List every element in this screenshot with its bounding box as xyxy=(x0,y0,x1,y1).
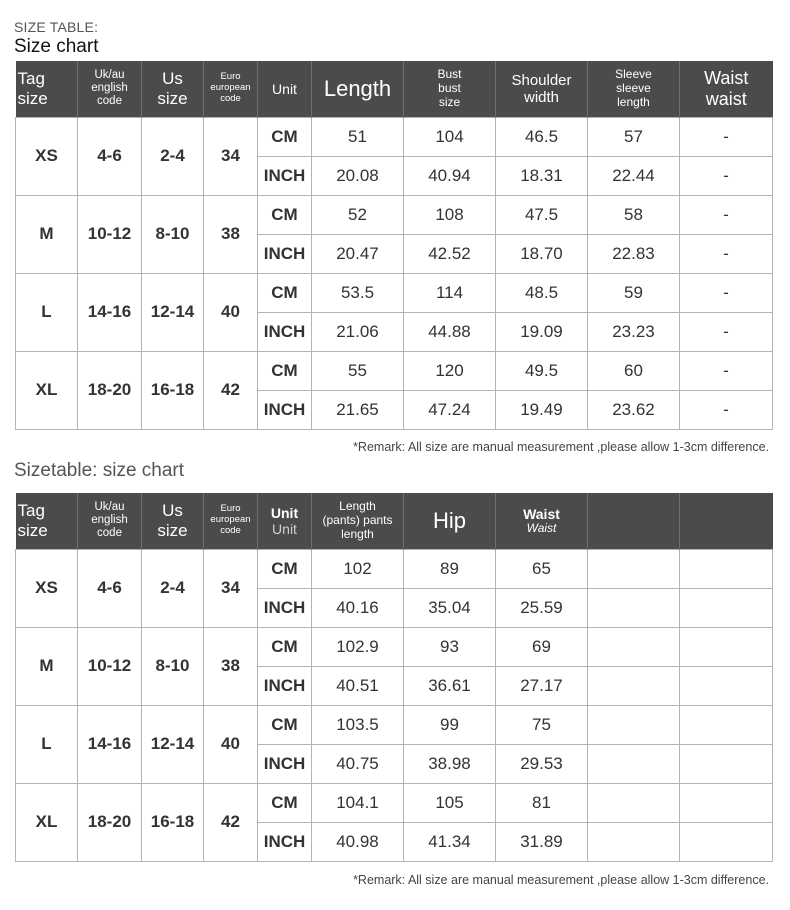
tag-size-cell: M xyxy=(16,195,78,273)
header-tag-size: Tag size xyxy=(16,493,78,549)
value-cell: 44.88 xyxy=(404,312,496,351)
empty-cell xyxy=(680,666,773,705)
value-cell: 40.98 xyxy=(312,822,404,861)
value-cell: 48.5 xyxy=(496,273,588,312)
value-cell: 53.5 xyxy=(312,273,404,312)
header-unit-main: Unit xyxy=(270,504,299,521)
value-cell: 19.49 xyxy=(496,390,588,429)
header-uk-au-code: Uk/au english code xyxy=(78,61,142,117)
value-cell: 58 xyxy=(588,195,680,234)
value-cell: 102.9 xyxy=(312,627,404,666)
value-cell: 105 xyxy=(404,783,496,822)
value-cell: 21.65 xyxy=(312,390,404,429)
empty-cell xyxy=(680,822,773,861)
euro-code-cell: 34 xyxy=(204,117,258,195)
table-row xyxy=(16,783,773,822)
value-cell: 42.52 xyxy=(404,234,496,273)
unit-cell: CM xyxy=(258,783,312,822)
value-cell: 52 xyxy=(312,195,404,234)
tag-size-cell: XL xyxy=(16,783,78,861)
tag-size-cell: XL xyxy=(16,351,78,429)
unit-cell: INCH xyxy=(258,156,312,195)
header-tag-size: Tag size xyxy=(16,61,78,117)
uk-code-cell: 14-16 xyxy=(78,705,142,783)
us-size-cell: 2-4 xyxy=(142,549,204,627)
tag-size-cell: XS xyxy=(16,549,78,627)
value-cell: 75 xyxy=(496,705,588,744)
header-us-size: Us size xyxy=(142,61,204,117)
value-cell: 51 xyxy=(312,117,404,156)
uk-code-cell: 10-12 xyxy=(78,627,142,705)
value-cell: 19.09 xyxy=(496,312,588,351)
unit-cell: CM xyxy=(258,195,312,234)
value-cell: 36.61 xyxy=(404,666,496,705)
value-cell: 114 xyxy=(404,273,496,312)
value-cell: 57 xyxy=(588,117,680,156)
header-waist-main: Waist xyxy=(523,505,560,522)
size-table-subtitle: SIZE TABLE: xyxy=(14,19,99,35)
us-size-cell: 12-14 xyxy=(142,273,204,351)
unit-cell: CM xyxy=(258,705,312,744)
header-hip: Hip xyxy=(404,493,496,549)
value-cell: 104 xyxy=(404,117,496,156)
euro-code-cell: 40 xyxy=(204,705,258,783)
empty-cell xyxy=(588,783,680,822)
tag-size-cell: L xyxy=(16,273,78,351)
empty-cell xyxy=(680,627,773,666)
header-empty-1 xyxy=(588,493,680,549)
us-size-cell: 16-18 xyxy=(142,351,204,429)
value-cell: 81 xyxy=(496,783,588,822)
euro-code-cell: 38 xyxy=(204,195,258,273)
unit-cell: CM xyxy=(258,273,312,312)
header-euro-code: Euro european code xyxy=(204,61,258,117)
unit-cell: INCH xyxy=(258,390,312,429)
value-cell: 40.51 xyxy=(312,666,404,705)
value-cell: 60 xyxy=(588,351,680,390)
euro-code-cell: 42 xyxy=(204,783,258,861)
empty-cell xyxy=(680,744,773,783)
header-us-size: Us size xyxy=(142,493,204,549)
header-waist: Waist waist xyxy=(680,61,773,117)
value-cell: 40.94 xyxy=(404,156,496,195)
tag-size-cell: M xyxy=(16,627,78,705)
value-cell: 89 xyxy=(404,549,496,588)
table-row xyxy=(16,273,773,312)
table-row xyxy=(16,705,773,744)
value-cell: - xyxy=(680,273,773,312)
value-cell: 22.83 xyxy=(588,234,680,273)
value-cell: 55 xyxy=(312,351,404,390)
table-row xyxy=(16,195,773,234)
header-waist xyxy=(496,493,588,549)
unit-cell: CM xyxy=(258,351,312,390)
value-cell: 20.47 xyxy=(312,234,404,273)
empty-cell xyxy=(680,705,773,744)
us-size-cell: 12-14 xyxy=(142,705,204,783)
value-cell: 23.23 xyxy=(588,312,680,351)
value-cell: - xyxy=(680,351,773,390)
unit-cell: INCH xyxy=(258,666,312,705)
uk-code-cell: 18-20 xyxy=(78,351,142,429)
value-cell: - xyxy=(680,117,773,156)
euro-code-cell: 42 xyxy=(204,351,258,429)
unit-cell: INCH xyxy=(258,588,312,627)
size-chart-title: Size chart xyxy=(14,36,99,57)
value-cell: - xyxy=(680,234,773,273)
value-cell: 31.89 xyxy=(496,822,588,861)
euro-code-cell: 38 xyxy=(204,627,258,705)
value-cell: 35.04 xyxy=(404,588,496,627)
unit-cell: INCH xyxy=(258,822,312,861)
table-row xyxy=(16,627,773,666)
unit-cell: INCH xyxy=(258,744,312,783)
header-euro-code: Euro european code xyxy=(204,493,258,549)
unit-cell: CM xyxy=(258,549,312,588)
value-cell: 41.34 xyxy=(404,822,496,861)
uk-code-cell: 18-20 xyxy=(78,783,142,861)
euro-code-cell: 34 xyxy=(204,549,258,627)
bottom-size-table xyxy=(15,493,773,862)
value-cell: 29.53 xyxy=(496,744,588,783)
header-length: Length xyxy=(312,61,404,117)
value-cell: 103.5 xyxy=(312,705,404,744)
tag-size-cell: L xyxy=(16,705,78,783)
value-cell: 47.5 xyxy=(496,195,588,234)
header-sleeve-length: Sleeve sleeve length xyxy=(588,61,680,117)
value-cell: 23.62 xyxy=(588,390,680,429)
euro-code-cell: 40 xyxy=(204,273,258,351)
header-unit xyxy=(258,493,312,549)
value-cell: 25.59 xyxy=(496,588,588,627)
header-uk-au-code: Uk/au english code xyxy=(78,493,142,549)
top-size-table xyxy=(15,61,773,430)
unit-cell: INCH xyxy=(258,312,312,351)
value-cell: 49.5 xyxy=(496,351,588,390)
value-cell: 21.06 xyxy=(312,312,404,351)
empty-cell xyxy=(588,744,680,783)
header-empty-2 xyxy=(680,493,773,549)
uk-code-cell: 14-16 xyxy=(78,273,142,351)
uk-code-cell: 10-12 xyxy=(78,195,142,273)
value-cell: 65 xyxy=(496,549,588,588)
value-cell: 22.44 xyxy=(588,156,680,195)
value-cell: - xyxy=(680,195,773,234)
table-row xyxy=(16,117,773,156)
value-cell: 40.75 xyxy=(312,744,404,783)
sizetable-title: Sizetable: size chart xyxy=(14,460,185,481)
empty-cell xyxy=(680,783,773,822)
empty-cell xyxy=(588,549,680,588)
header-bust: Bust bust size xyxy=(404,61,496,117)
unit-cell: CM xyxy=(258,117,312,156)
empty-cell xyxy=(588,822,680,861)
value-cell: 102 xyxy=(312,549,404,588)
value-cell: 18.31 xyxy=(496,156,588,195)
empty-cell xyxy=(588,627,680,666)
us-size-cell: 8-10 xyxy=(142,627,204,705)
uk-code-cell: 4-6 xyxy=(78,117,142,195)
value-cell: 59 xyxy=(588,273,680,312)
us-size-cell: 8-10 xyxy=(142,195,204,273)
header-shoulder-width: Shoulder width xyxy=(496,61,588,117)
value-cell: 93 xyxy=(404,627,496,666)
tag-size-cell: XS xyxy=(16,117,78,195)
value-cell: 27.17 xyxy=(496,666,588,705)
us-size-cell: 16-18 xyxy=(142,783,204,861)
table-row xyxy=(16,549,773,588)
value-cell: 46.5 xyxy=(496,117,588,156)
unit-cell: INCH xyxy=(258,234,312,273)
table-row xyxy=(16,351,773,390)
header-unit: Unit xyxy=(258,61,312,117)
empty-cell xyxy=(680,549,773,588)
value-cell: 99 xyxy=(404,705,496,744)
empty-cell xyxy=(588,666,680,705)
value-cell: 120 xyxy=(404,351,496,390)
value-cell: 69 xyxy=(496,627,588,666)
bottom-table-remark: *Remark: All size are manual measurement ,please allow 1-3cm difference. xyxy=(353,873,769,887)
header-waist-sub: Waist xyxy=(526,520,557,535)
header-unit-sub: Unit xyxy=(272,520,297,537)
header-pants-length: Length (pants) pants length xyxy=(312,493,404,549)
us-size-cell: 2-4 xyxy=(142,117,204,195)
value-cell: 18.70 xyxy=(496,234,588,273)
value-cell: 108 xyxy=(404,195,496,234)
value-cell: - xyxy=(680,312,773,351)
empty-cell xyxy=(680,588,773,627)
top-table-remark: *Remark: All size are manual measurement ,please allow 1-3cm difference. xyxy=(353,440,769,454)
value-cell: - xyxy=(680,390,773,429)
value-cell: 47.24 xyxy=(404,390,496,429)
unit-cell: CM xyxy=(258,627,312,666)
empty-cell xyxy=(588,588,680,627)
value-cell: 20.08 xyxy=(312,156,404,195)
value-cell: 104.1 xyxy=(312,783,404,822)
uk-code-cell: 4-6 xyxy=(78,549,142,627)
value-cell: - xyxy=(680,156,773,195)
value-cell: 38.98 xyxy=(404,744,496,783)
empty-cell xyxy=(588,705,680,744)
value-cell: 40.16 xyxy=(312,588,404,627)
